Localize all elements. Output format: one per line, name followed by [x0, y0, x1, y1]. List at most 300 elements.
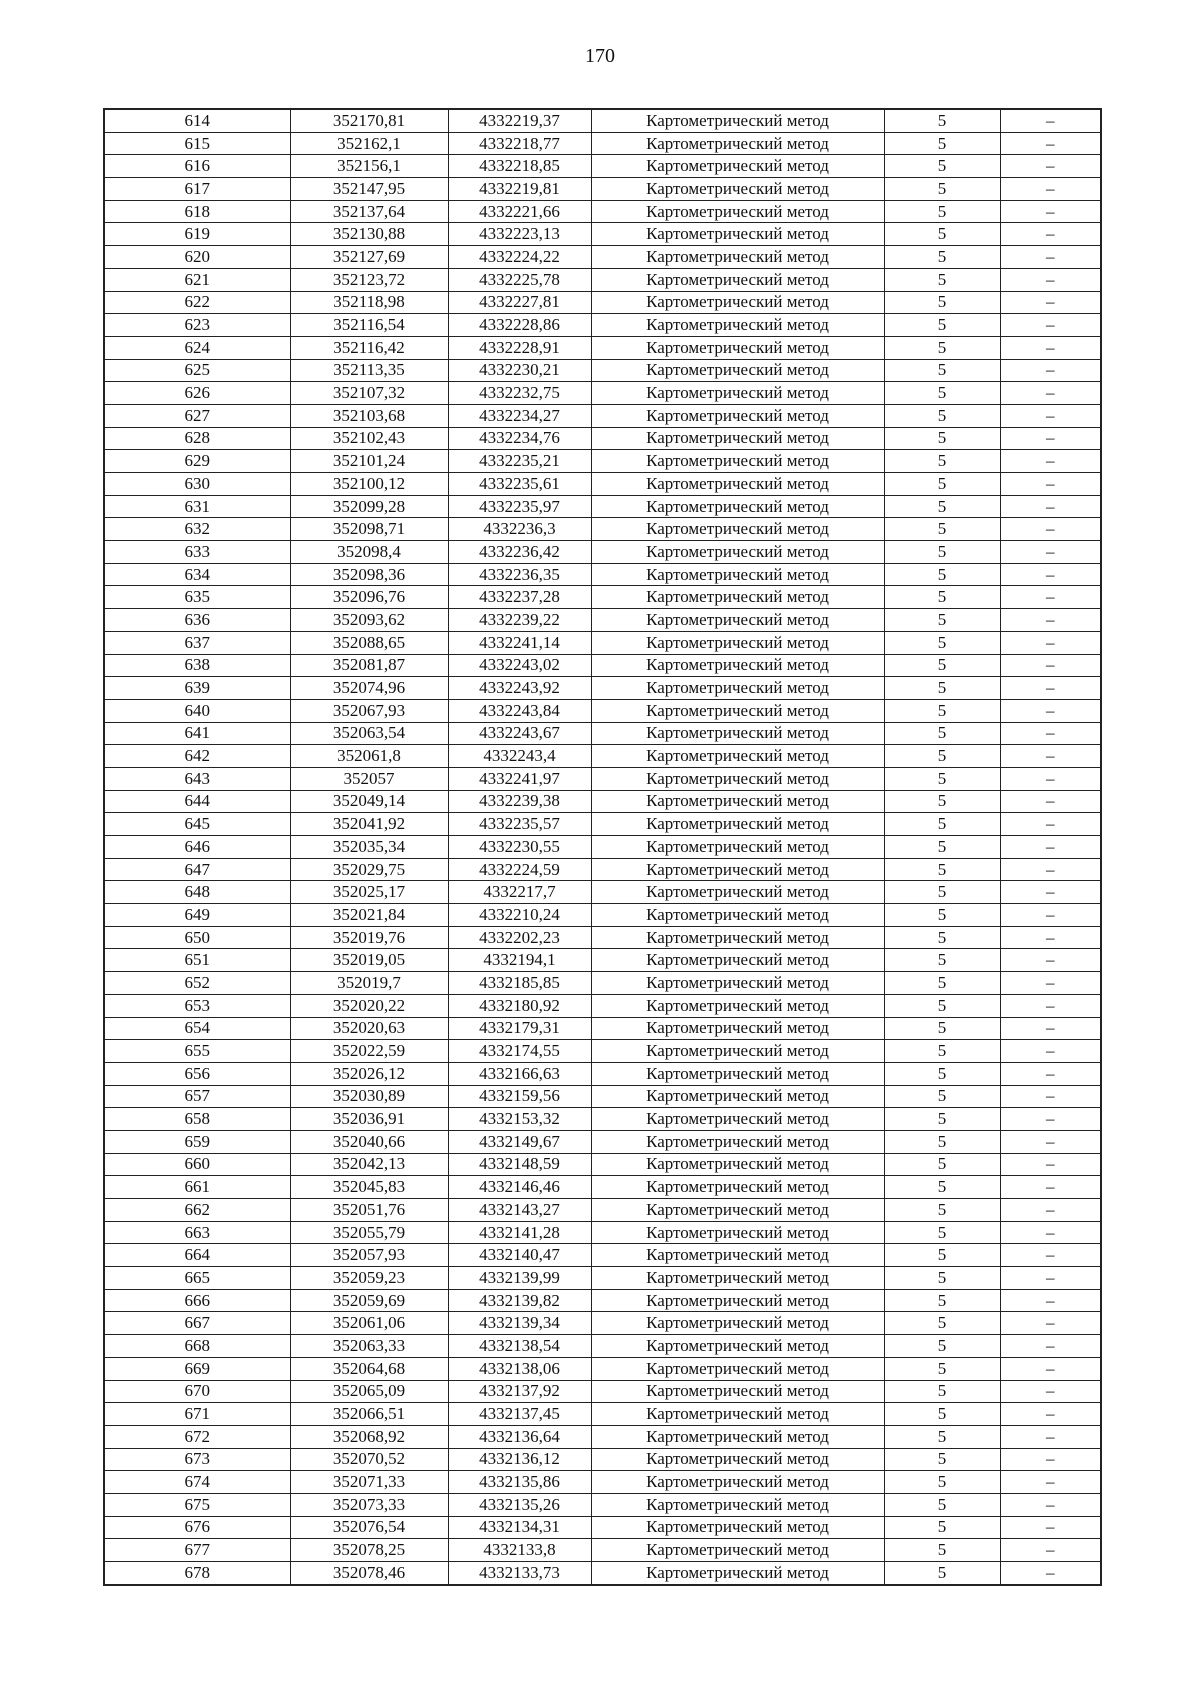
accuracy-cell: 5: [884, 836, 1000, 859]
x-coordinate-cell: 352081,87: [290, 654, 448, 677]
table-row: [104, 1108, 1101, 1131]
x-coordinate-cell: 352071,33: [290, 1471, 448, 1494]
method-cell: Картометрический метод: [591, 541, 884, 564]
description-cell: –: [1000, 1108, 1101, 1131]
y-coordinate-cell: 4332137,45: [448, 1403, 591, 1426]
table-row: [104, 495, 1101, 518]
accuracy-cell: 5: [884, 1040, 1000, 1063]
table-row: [104, 1448, 1101, 1471]
x-coordinate-cell: 352045,83: [290, 1176, 448, 1199]
accuracy-cell: 5: [884, 904, 1000, 927]
point-number-cell: 677: [104, 1539, 290, 1562]
table-row: [104, 155, 1101, 178]
y-coordinate-cell: 4332138,06: [448, 1357, 591, 1380]
description-cell: –: [1000, 904, 1101, 927]
point-number-cell: 650: [104, 926, 290, 949]
x-coordinate-cell: 352063,54: [290, 722, 448, 745]
y-coordinate-cell: 4332136,12: [448, 1448, 591, 1471]
method-cell: Картометрический метод: [591, 1539, 884, 1562]
accuracy-cell: 5: [884, 1062, 1000, 1085]
x-coordinate-cell: 352019,76: [290, 926, 448, 949]
table-row: [104, 1403, 1101, 1426]
accuracy-cell: 5: [884, 949, 1000, 972]
point-number-cell: 643: [104, 767, 290, 790]
point-number-cell: 674: [104, 1471, 290, 1494]
accuracy-cell: 5: [884, 1244, 1000, 1267]
point-number-cell: 639: [104, 677, 290, 700]
x-coordinate-cell: 352066,51: [290, 1403, 448, 1426]
y-coordinate-cell: 4332218,77: [448, 132, 591, 155]
y-coordinate-cell: 4332243,02: [448, 654, 591, 677]
y-coordinate-cell: 4332180,92: [448, 994, 591, 1017]
y-coordinate-cell: 4332135,86: [448, 1471, 591, 1494]
x-coordinate-cell: 352025,17: [290, 881, 448, 904]
description-cell: –: [1000, 1312, 1101, 1335]
x-coordinate-cell: 352042,13: [290, 1153, 448, 1176]
description-cell: –: [1000, 699, 1101, 722]
method-cell: Картометрический метод: [591, 1289, 884, 1312]
description-cell: –: [1000, 1221, 1101, 1244]
method-cell: Картометрический метод: [591, 1267, 884, 1290]
description-cell: –: [1000, 790, 1101, 813]
table-row: [104, 790, 1101, 813]
x-coordinate-cell: 352049,14: [290, 790, 448, 813]
method-cell: Картометрический метод: [591, 1085, 884, 1108]
point-number-cell: 663: [104, 1221, 290, 1244]
method-cell: Картометрический метод: [591, 518, 884, 541]
accuracy-cell: 5: [884, 1448, 1000, 1471]
method-cell: Картометрический метод: [591, 1017, 884, 1040]
point-number-cell: 661: [104, 1176, 290, 1199]
table-row: [104, 359, 1101, 382]
y-coordinate-cell: 4332243,92: [448, 677, 591, 700]
table-row: [104, 1153, 1101, 1176]
description-cell: –: [1000, 268, 1101, 291]
description-cell: –: [1000, 1017, 1101, 1040]
y-coordinate-cell: 4332232,75: [448, 382, 591, 405]
x-coordinate-cell: 352078,25: [290, 1539, 448, 1562]
accuracy-cell: 5: [884, 178, 1000, 201]
method-cell: Картометрический метод: [591, 926, 884, 949]
table-row: [104, 972, 1101, 995]
method-cell: Картометрический метод: [591, 1493, 884, 1516]
y-coordinate-cell: 4332241,97: [448, 767, 591, 790]
x-coordinate-cell: 352021,84: [290, 904, 448, 927]
point-number-cell: 615: [104, 132, 290, 155]
x-coordinate-cell: 352127,69: [290, 246, 448, 269]
method-cell: Картометрический метод: [591, 994, 884, 1017]
accuracy-cell: 5: [884, 745, 1000, 768]
table-row: [104, 404, 1101, 427]
y-coordinate-cell: 4332146,46: [448, 1176, 591, 1199]
y-coordinate-cell: 4332218,85: [448, 155, 591, 178]
method-cell: Картометрический метод: [591, 563, 884, 586]
x-coordinate-cell: 352116,54: [290, 314, 448, 337]
table-row: [104, 1221, 1101, 1244]
point-number-cell: 652: [104, 972, 290, 995]
description-cell: –: [1000, 1403, 1101, 1426]
method-cell: Картометрический метод: [591, 382, 884, 405]
x-coordinate-cell: 352123,72: [290, 268, 448, 291]
method-cell: Картометрический метод: [591, 699, 884, 722]
x-coordinate-cell: 352059,69: [290, 1289, 448, 1312]
x-coordinate-cell: 352118,98: [290, 291, 448, 314]
y-coordinate-cell: 4332159,56: [448, 1085, 591, 1108]
description-cell: –: [1000, 609, 1101, 632]
accuracy-cell: 5: [884, 654, 1000, 677]
accuracy-cell: 5: [884, 1312, 1000, 1335]
description-cell: –: [1000, 1471, 1101, 1494]
accuracy-cell: 5: [884, 1108, 1000, 1131]
description-cell: –: [1000, 1335, 1101, 1358]
table-row: [104, 268, 1101, 291]
description-cell: –: [1000, 450, 1101, 473]
method-cell: Картометрический метод: [591, 109, 884, 132]
point-number-cell: 645: [104, 813, 290, 836]
table-row: [104, 949, 1101, 972]
method-cell: Картометрический метод: [591, 813, 884, 836]
method-cell: Картометрический метод: [591, 155, 884, 178]
table-row: [104, 654, 1101, 677]
table-row: [104, 132, 1101, 155]
point-number-cell: 641: [104, 722, 290, 745]
table-row: [104, 722, 1101, 745]
y-coordinate-cell: 4332133,73: [448, 1562, 591, 1585]
y-coordinate-cell: 4332139,99: [448, 1267, 591, 1290]
description-cell: –: [1000, 518, 1101, 541]
table-row: [104, 1040, 1101, 1063]
x-coordinate-cell: 352019,7: [290, 972, 448, 995]
accuracy-cell: 5: [884, 790, 1000, 813]
accuracy-cell: 5: [884, 200, 1000, 223]
method-cell: Картометрический метод: [591, 1199, 884, 1222]
description-cell: –: [1000, 1085, 1101, 1108]
point-number-cell: 671: [104, 1403, 290, 1426]
x-coordinate-cell: 352051,76: [290, 1199, 448, 1222]
y-coordinate-cell: 4332210,24: [448, 904, 591, 927]
y-coordinate-cell: 4332243,67: [448, 722, 591, 745]
point-number-cell: 647: [104, 858, 290, 881]
description-cell: –: [1000, 473, 1101, 496]
accuracy-cell: 5: [884, 541, 1000, 564]
x-coordinate-cell: 352061,8: [290, 745, 448, 768]
table-row: [104, 1312, 1101, 1335]
table-row: [104, 609, 1101, 632]
method-cell: Картометрический метод: [591, 1448, 884, 1471]
y-coordinate-cell: 4332139,82: [448, 1289, 591, 1312]
table-row: [104, 858, 1101, 881]
description-cell: –: [1000, 1493, 1101, 1516]
x-coordinate-cell: 352041,92: [290, 813, 448, 836]
point-number-cell: 627: [104, 404, 290, 427]
method-cell: Картометрический метод: [591, 314, 884, 337]
point-number-cell: 642: [104, 745, 290, 768]
point-number-cell: 631: [104, 495, 290, 518]
x-coordinate-cell: 352061,06: [290, 1312, 448, 1335]
description-cell: –: [1000, 722, 1101, 745]
table-row: [104, 1244, 1101, 1267]
description-cell: –: [1000, 155, 1101, 178]
x-coordinate-cell: 352102,43: [290, 427, 448, 450]
method-cell: Картометрический метод: [591, 677, 884, 700]
y-coordinate-cell: 4332228,91: [448, 336, 591, 359]
method-cell: Картометрический метод: [591, 336, 884, 359]
y-coordinate-cell: 4332219,81: [448, 178, 591, 201]
description-cell: –: [1000, 1425, 1101, 1448]
table-row: [104, 677, 1101, 700]
point-number-cell: 658: [104, 1108, 290, 1131]
table-row: [104, 1562, 1101, 1585]
description-cell: –: [1000, 1062, 1101, 1085]
method-cell: Картометрический метод: [591, 1221, 884, 1244]
x-coordinate-cell: 352074,96: [290, 677, 448, 700]
x-coordinate-cell: 352078,46: [290, 1562, 448, 1585]
description-cell: –: [1000, 1289, 1101, 1312]
method-cell: Картометрический метод: [591, 836, 884, 859]
point-number-cell: 676: [104, 1516, 290, 1539]
y-coordinate-cell: 4332185,85: [448, 972, 591, 995]
accuracy-cell: 5: [884, 926, 1000, 949]
table-row: [104, 450, 1101, 473]
point-number-cell: 668: [104, 1335, 290, 1358]
description-cell: –: [1000, 677, 1101, 700]
y-coordinate-cell: 4332217,7: [448, 881, 591, 904]
point-number-cell: 638: [104, 654, 290, 677]
accuracy-cell: 5: [884, 155, 1000, 178]
y-coordinate-cell: 4332237,28: [448, 586, 591, 609]
description-cell: –: [1000, 1130, 1101, 1153]
point-number-cell: 656: [104, 1062, 290, 1085]
table-row: [104, 1380, 1101, 1403]
table-row: [104, 291, 1101, 314]
accuracy-cell: 5: [884, 1221, 1000, 1244]
coordinates-table: [103, 108, 1102, 1586]
accuracy-cell: 5: [884, 563, 1000, 586]
point-number-cell: 678: [104, 1562, 290, 1585]
description-cell: –: [1000, 427, 1101, 450]
table-row: [104, 314, 1101, 337]
point-number-cell: 622: [104, 291, 290, 314]
x-coordinate-cell: 352019,05: [290, 949, 448, 972]
method-cell: Картометрический метод: [591, 767, 884, 790]
point-number-cell: 662: [104, 1199, 290, 1222]
table-row: [104, 563, 1101, 586]
x-coordinate-cell: 352098,71: [290, 518, 448, 541]
accuracy-cell: 5: [884, 1289, 1000, 1312]
x-coordinate-cell: 352067,93: [290, 699, 448, 722]
y-coordinate-cell: 4332174,55: [448, 1040, 591, 1063]
accuracy-cell: 5: [884, 1539, 1000, 1562]
table-row: [104, 1130, 1101, 1153]
y-coordinate-cell: 4332239,22: [448, 609, 591, 632]
accuracy-cell: 5: [884, 722, 1000, 745]
y-coordinate-cell: 4332223,13: [448, 223, 591, 246]
x-coordinate-cell: 352065,09: [290, 1380, 448, 1403]
point-number-cell: 633: [104, 541, 290, 564]
point-number-cell: 621: [104, 268, 290, 291]
table-row: [104, 109, 1101, 132]
accuracy-cell: 5: [884, 268, 1000, 291]
description-cell: –: [1000, 1267, 1101, 1290]
accuracy-cell: 5: [884, 1403, 1000, 1426]
x-coordinate-cell: 352107,32: [290, 382, 448, 405]
method-cell: Картометрический метод: [591, 904, 884, 927]
table-row: [104, 1493, 1101, 1516]
method-cell: Картометрический метод: [591, 132, 884, 155]
description-cell: –: [1000, 631, 1101, 654]
y-coordinate-cell: 4332202,23: [448, 926, 591, 949]
point-number-cell: 672: [104, 1425, 290, 1448]
method-cell: Картометрический метод: [591, 1335, 884, 1358]
x-coordinate-cell: 352113,35: [290, 359, 448, 382]
x-coordinate-cell: 352100,12: [290, 473, 448, 496]
table-row: [104, 473, 1101, 496]
table-row: [104, 1335, 1101, 1358]
method-cell: Картометрический метод: [591, 1562, 884, 1585]
y-coordinate-cell: 4332137,92: [448, 1380, 591, 1403]
x-coordinate-cell: 352036,91: [290, 1108, 448, 1131]
accuracy-cell: 5: [884, 813, 1000, 836]
table-row: [104, 1199, 1101, 1222]
table-row: [104, 836, 1101, 859]
description-cell: –: [1000, 994, 1101, 1017]
y-coordinate-cell: 4332140,47: [448, 1244, 591, 1267]
method-cell: Картометрический метод: [591, 1357, 884, 1380]
table-row: [104, 881, 1101, 904]
description-cell: –: [1000, 291, 1101, 314]
point-number-cell: 628: [104, 427, 290, 450]
x-coordinate-cell: 352116,42: [290, 336, 448, 359]
description-cell: –: [1000, 1562, 1101, 1585]
x-coordinate-cell: 352057: [290, 767, 448, 790]
method-cell: Картометрический метод: [591, 949, 884, 972]
accuracy-cell: 5: [884, 1357, 1000, 1380]
y-coordinate-cell: 4332219,37: [448, 109, 591, 132]
description-cell: –: [1000, 132, 1101, 155]
accuracy-cell: 5: [884, 495, 1000, 518]
accuracy-cell: 5: [884, 1176, 1000, 1199]
description-cell: –: [1000, 1357, 1101, 1380]
method-cell: Картометрический метод: [591, 268, 884, 291]
method-cell: Картометрический метод: [591, 1312, 884, 1335]
table-row: [104, 1357, 1101, 1380]
method-cell: Картометрический метод: [591, 1176, 884, 1199]
accuracy-cell: 5: [884, 1085, 1000, 1108]
point-number-cell: 653: [104, 994, 290, 1017]
method-cell: Картометрический метод: [591, 495, 884, 518]
point-number-cell: 657: [104, 1085, 290, 1108]
point-number-cell: 644: [104, 790, 290, 813]
accuracy-cell: 5: [884, 972, 1000, 995]
point-number-cell: 648: [104, 881, 290, 904]
description-cell: –: [1000, 949, 1101, 972]
accuracy-cell: 5: [884, 246, 1000, 269]
y-coordinate-cell: 4332143,27: [448, 1199, 591, 1222]
method-cell: Картометрический метод: [591, 1516, 884, 1539]
description-cell: –: [1000, 1176, 1101, 1199]
description-cell: –: [1000, 1244, 1101, 1267]
method-cell: Картометрический метод: [591, 1040, 884, 1063]
point-number-cell: 624: [104, 336, 290, 359]
method-cell: Картометрический метод: [591, 427, 884, 450]
table-row: [104, 541, 1101, 564]
table-row: [104, 1539, 1101, 1562]
x-coordinate-cell: 352093,62: [290, 609, 448, 632]
point-number-cell: 637: [104, 631, 290, 654]
x-coordinate-cell: 352055,79: [290, 1221, 448, 1244]
description-cell: –: [1000, 382, 1101, 405]
accuracy-cell: 5: [884, 858, 1000, 881]
accuracy-cell: 5: [884, 132, 1000, 155]
description-cell: –: [1000, 336, 1101, 359]
table-row: [104, 813, 1101, 836]
description-cell: –: [1000, 495, 1101, 518]
description-cell: –: [1000, 745, 1101, 768]
point-number-cell: 630: [104, 473, 290, 496]
table-row: [104, 1267, 1101, 1290]
method-cell: Картометрический метод: [591, 858, 884, 881]
point-number-cell: 619: [104, 223, 290, 246]
table-row: [104, 926, 1101, 949]
x-coordinate-cell: 352030,89: [290, 1085, 448, 1108]
method-cell: Картометрический метод: [591, 178, 884, 201]
table-row: [104, 767, 1101, 790]
x-coordinate-cell: 352076,54: [290, 1516, 448, 1539]
accuracy-cell: 5: [884, 109, 1000, 132]
table-row: [104, 1176, 1101, 1199]
method-cell: Картометрический метод: [591, 722, 884, 745]
accuracy-cell: 5: [884, 677, 1000, 700]
accuracy-cell: 5: [884, 1335, 1000, 1358]
table-row: [104, 1471, 1101, 1494]
table-row: [104, 382, 1101, 405]
point-number-cell: 632: [104, 518, 290, 541]
table-row: [104, 1516, 1101, 1539]
point-number-cell: 659: [104, 1130, 290, 1153]
method-cell: Картометрический метод: [591, 200, 884, 223]
y-coordinate-cell: 4332135,26: [448, 1493, 591, 1516]
y-coordinate-cell: 4332243,4: [448, 745, 591, 768]
accuracy-cell: 5: [884, 1130, 1000, 1153]
x-coordinate-cell: 352101,24: [290, 450, 448, 473]
x-coordinate-cell: 352137,64: [290, 200, 448, 223]
accuracy-cell: 5: [884, 1199, 1000, 1222]
x-coordinate-cell: 352096,76: [290, 586, 448, 609]
y-coordinate-cell: 4332236,35: [448, 563, 591, 586]
accuracy-cell: 5: [884, 1471, 1000, 1494]
y-coordinate-cell: 4332136,64: [448, 1425, 591, 1448]
description-cell: –: [1000, 858, 1101, 881]
accuracy-cell: 5: [884, 404, 1000, 427]
point-number-cell: 649: [104, 904, 290, 927]
method-cell: Картометрический метод: [591, 473, 884, 496]
description-cell: –: [1000, 404, 1101, 427]
method-cell: Картометрический метод: [591, 359, 884, 382]
accuracy-cell: 5: [884, 314, 1000, 337]
accuracy-cell: 5: [884, 609, 1000, 632]
y-coordinate-cell: 4332179,31: [448, 1017, 591, 1040]
description-cell: –: [1000, 178, 1101, 201]
point-number-cell: 629: [104, 450, 290, 473]
x-coordinate-cell: 352064,68: [290, 1357, 448, 1380]
method-cell: Картометрический метод: [591, 1153, 884, 1176]
x-coordinate-cell: 352020,63: [290, 1017, 448, 1040]
accuracy-cell: 5: [884, 291, 1000, 314]
accuracy-cell: 5: [884, 767, 1000, 790]
point-number-cell: 655: [104, 1040, 290, 1063]
table-row: [104, 586, 1101, 609]
method-cell: Картометрический метод: [591, 586, 884, 609]
